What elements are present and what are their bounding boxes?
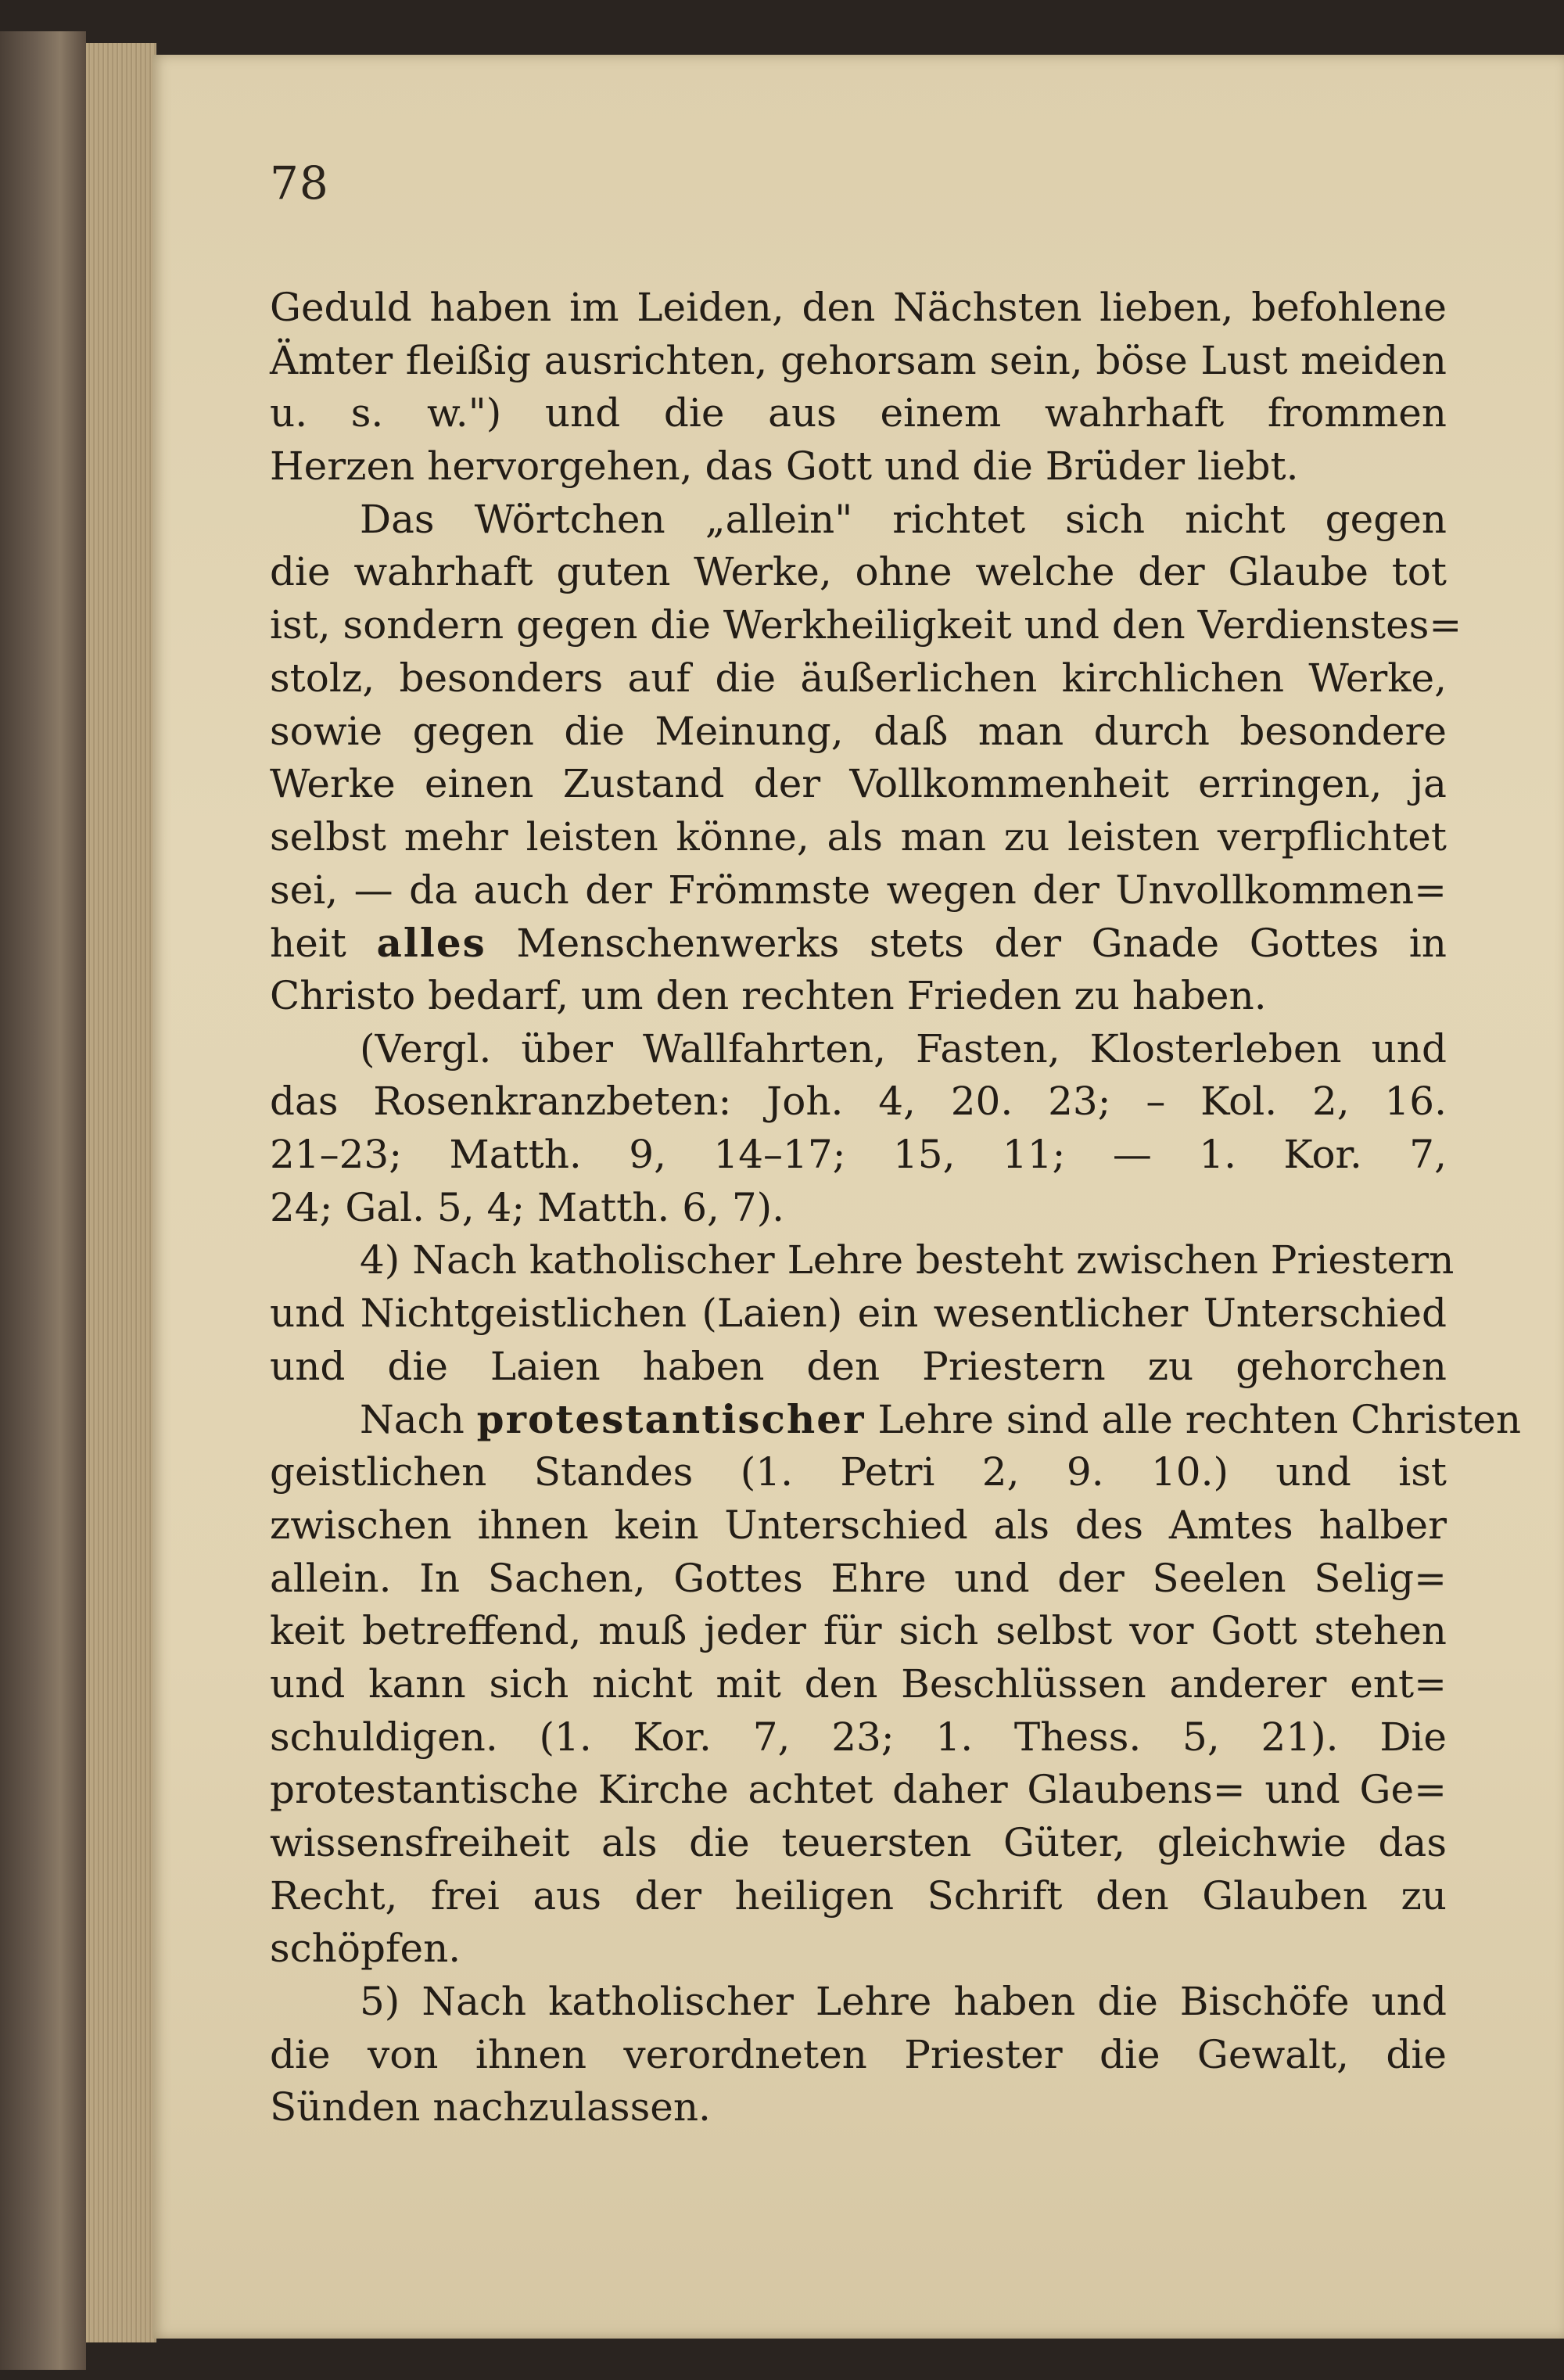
text-line: (Vergl. über Wallfahrten, Fasten, Klosterleben und xyxy=(360,1025,1447,1072)
text-line: 21–23; Matth. 9, 14–17; 15, 11; — 1. Kor. 7, xyxy=(270,1132,1447,1177)
page-stack-edge xyxy=(86,43,156,2342)
text-line: selbst mehr leisten könne, als man zu leisten verpflichtet xyxy=(270,813,1447,860)
text-line: sowie gegen die Meinung, daß man durch besondere xyxy=(270,708,1447,754)
text-line: das Rosenkranzbeten: Joh. 4, 20. 23; – Kol. 2, 16. xyxy=(270,1079,1447,1125)
text-line: protestantische Kirche achtet daher Glaubens= und Ge= xyxy=(270,1767,1447,1813)
text-line: Christo bedarf, um den rechten Frieden zu haben. xyxy=(270,972,1267,1018)
text-line: 4) Nach katholischer Lehre besteht zwischen Priestern xyxy=(360,1237,1455,1283)
text-line: allein. In Sachen, Gottes Ehre und der Seelen Selig= xyxy=(270,1555,1447,1601)
text-line: Ämter fleißig ausrichten, gehorsam sein, böse Lust meiden xyxy=(270,337,1447,383)
text-line: und kann sich nicht mit den Beschlüssen anderer ent= xyxy=(270,1660,1447,1707)
text-line: Werke einen Zustand der Vollkommenheit erringen, ja xyxy=(270,761,1447,807)
emphasized-word: alles xyxy=(376,920,486,967)
page-number: 78 xyxy=(270,156,329,210)
text-line: wissensfreiheit als die teuersten Güter, gleichwie das xyxy=(270,1819,1447,1865)
text-line xyxy=(270,917,1447,970)
text-line: Sünden nachzulassen. xyxy=(270,2084,711,2131)
text-line: zwischen ihnen kein Unterschied als des Amtes halber xyxy=(270,1502,1447,1548)
text-line: die von ihnen verordneten Priester die Gewalt, die xyxy=(270,2031,1447,2077)
text-line: Das Wörtchen „allein" richtet sich nicht gegen xyxy=(360,496,1447,542)
text-line: schuldigen. (1. Kor. 7, 23; 1. Thess. 5, 21). Die xyxy=(270,1714,1447,1760)
text-segment: Lehre sind alle rechten Christen xyxy=(865,1397,1522,1443)
text-line: stolz, besonders auf die äußerlichen kirchlichen Werke, xyxy=(270,655,1447,701)
text-segment: heit xyxy=(270,921,377,967)
book-cover-edge xyxy=(0,31,86,2370)
text-line: Recht, frei aus der heiligen Schrift den Glauben zu xyxy=(270,1872,1447,1919)
text-line: geistlichen Standes (1. Petri 2, 9. 10.) und ist xyxy=(270,1449,1447,1495)
text-line: und Nichtgeistlichen (Laien) ein wesentlicher Unterschied xyxy=(270,1291,1447,1337)
text-line: keit betreffend, muß jeder für sich selbst vor Gott stehen xyxy=(270,1608,1447,1654)
text-line: u. s. w.") und die aus einem wahrhaft frommen xyxy=(270,390,1447,436)
text-line: und die Laien haben den Priestern zu gehorchen xyxy=(270,1343,1447,1389)
text-line: Herzen hervorgehen, das Gott und die Brüder liebt. xyxy=(270,443,1299,490)
text-line: sei, — da auch der Frömmste wegen der Unvollkommen= xyxy=(270,867,1447,913)
text-segment: Nach xyxy=(360,1397,477,1443)
text-line: schöpfen. xyxy=(270,1926,461,1972)
text-line: die wahrhaft guten Werke, ohne welche der Glaube tot xyxy=(270,549,1447,595)
text-line: 24; Gal. 5, 4; Matth. 6, 7). xyxy=(270,1184,785,1230)
text-segment: Menschenwerks stets der Gnade Gottes in xyxy=(486,921,1447,967)
text-line: 5) Nach katholischer Lehre haben die Bischöfe und xyxy=(360,1979,1447,2024)
emphasized-word: protestantischer xyxy=(476,1396,866,1443)
text-line: Geduld haben im Leiden, den Nächsten lieben, befohlene xyxy=(270,285,1447,330)
page-body-text xyxy=(270,282,1522,2134)
text-line: ist, sondern gegen die Werkheiligkeit und den Verdienstes= xyxy=(270,602,1462,648)
text-line xyxy=(270,1393,1522,1446)
